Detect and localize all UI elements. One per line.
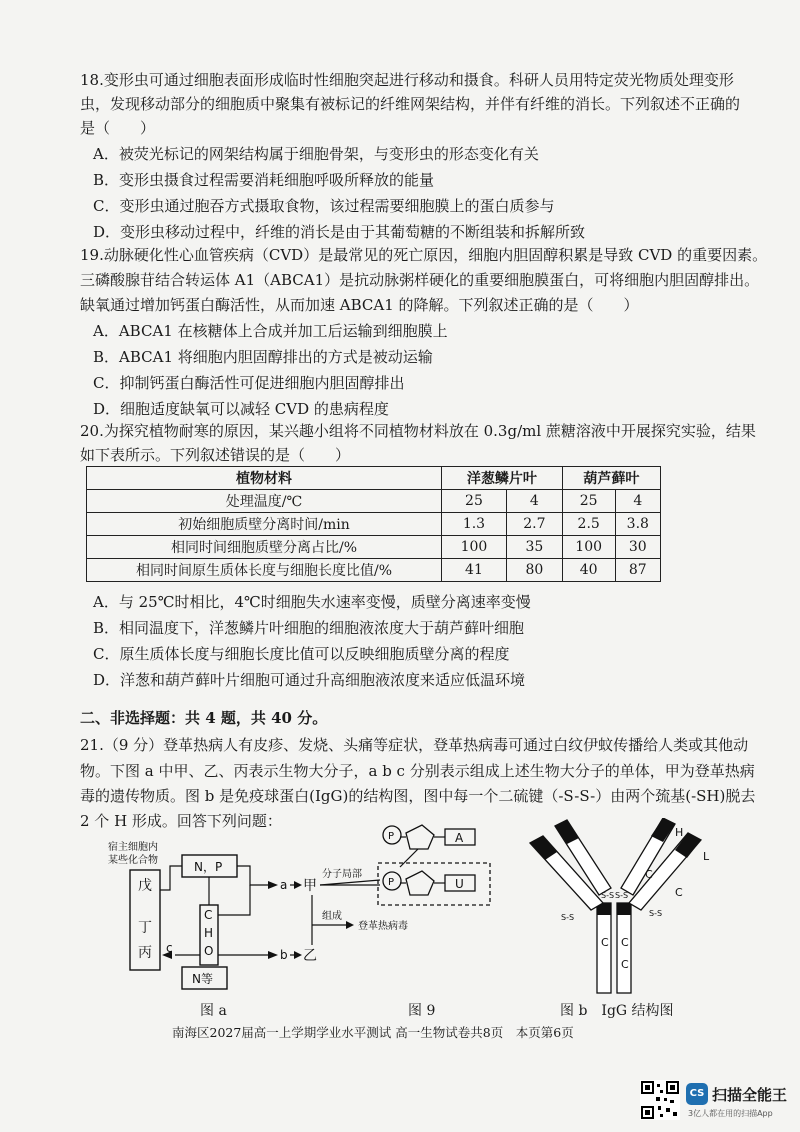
table-cell: 相同时间原生质体长度与细胞长度比值/%: [87, 559, 442, 582]
l-chain-label: L: [703, 850, 710, 863]
table-cell: 30: [615, 536, 660, 559]
q21-line-3: 毒的遗传物质。图 b 是免疫球蛋白(IgG)的结构图，图中每一个二硫键（-S-S-）由两个巯基(-SH)脱去: [80, 787, 756, 805]
table-header-cell: 葫芦藓叶: [562, 467, 660, 490]
table-cell: 2.5: [562, 513, 615, 536]
base-u-label: U: [455, 877, 464, 891]
table-cell: 处理温度/℃: [87, 490, 442, 513]
disulfide-bond-2: S-S: [615, 891, 629, 900]
table-cell: 相同时间细胞质壁分离占比/%: [87, 536, 442, 559]
qr-code-icon: [640, 1080, 680, 1120]
table-cell: 40: [562, 559, 615, 582]
brand-tagline: 3亿人都在用的扫描App: [688, 1109, 773, 1118]
h-chain-label: H: [675, 826, 684, 839]
table-cell: 87: [615, 559, 660, 582]
bing-label: 丙: [138, 945, 152, 961]
table-row: [87, 559, 661, 582]
q18-option-a: A．被荧光标记的网架结构属于细胞骨架，与变形虫的形态变化有关: [93, 145, 539, 163]
q19-line-1: 19.动脉硬化性心血管疾病（CVD）是最常见的死亡原因，细胞内胆固醇积累是导致 CVD 的重要因素。: [80, 246, 768, 264]
table-cell: 初始细胞质壁分离时间/min: [87, 513, 442, 536]
figure-a-diagram: [100, 815, 500, 1000]
table-cell: 100: [442, 536, 507, 559]
q21-line-4: 2 个 H 形成。回答下列问题：: [80, 812, 282, 830]
q18-line-1: 18.变形虫可通过细胞表面形成临时性细胞突起进行移动和摄食。科研人员用特定荧光物质处理变形: [80, 71, 734, 89]
h-letter: H: [204, 926, 214, 940]
table-header-cell: 洋葱鳞片叶: [442, 467, 563, 490]
q19-option-c: C．抑制钙蛋白酶活性可促进细胞内胆固醇排出: [93, 374, 405, 392]
q21-line-1: 21.（9 分）登革热病人有皮疹、发烧、头痛等症状，登革热病毒可通过白纹伊蚊传播给人类或其他动: [80, 736, 749, 754]
host-label-2: 某些化合物: [108, 855, 158, 866]
ding-label: 丁: [138, 920, 152, 936]
compose-label: 组成: [322, 911, 342, 922]
brand-name: 扫描全能王: [712, 1086, 788, 1104]
c-monomer-label: c: [166, 941, 173, 955]
base-a-label: A: [455, 831, 464, 845]
table-cell: 3.8: [615, 513, 660, 536]
q19-option-d: D．细胞适度缺氧可以减轻 CVD 的患病程度: [93, 400, 389, 418]
c-region-label-1: C: [601, 936, 609, 949]
figure-b-caption: 图 b IgG 结构图: [560, 1003, 674, 1019]
p-label-1: P: [388, 831, 395, 842]
q20-option-a: A．与 25℃时相比，4℃时细胞失水速率变慢，质壁分离速率变慢: [93, 593, 531, 611]
figure-a-caption: 图 a: [200, 1003, 227, 1019]
c-region-label-4: C: [645, 868, 653, 881]
a-monomer-label: a: [280, 878, 288, 892]
b-monomer-label: b: [280, 948, 288, 962]
disulfide-bond-1: S-S: [601, 891, 615, 900]
q18-option-b: B．变形虫摄食过程需要消耗细胞呼吸所释放的能量: [93, 171, 435, 189]
q18-line-3: 是（ ）: [80, 119, 156, 137]
table-row: [87, 467, 661, 490]
np-label: N，P: [194, 860, 223, 874]
table-cell: 100: [562, 536, 615, 559]
table-cell: 25: [562, 490, 615, 513]
q19-line-2: 三磷酸腺苷结合转运体 A1（ABCA1）是抗动脉粥样硬化的重要细胞膜蛋白，可将细胞内胆固醇排出。: [80, 271, 760, 289]
q19-option-a: A．ABCA1 在核糖体上合成并加工后运输到细胞膜上: [93, 322, 448, 340]
o-letter: O: [204, 944, 214, 958]
q20-option-c: C．原生质体长度与细胞长度比值可以反映细胞质壁分离的程度: [93, 645, 510, 663]
table-cell: 1.3: [442, 513, 507, 536]
c-letter: C: [204, 908, 213, 922]
c-region-label-3: C: [621, 958, 629, 971]
table-row: [87, 536, 661, 559]
q21-line-2: 物。下图 a 中甲、乙、丙表示生物大分子，a b c 分别表示组成上述生物大分子的单体，甲为登革热病: [80, 762, 755, 780]
c-region-label-5: C: [675, 886, 683, 899]
table-cell: 2.7: [506, 513, 562, 536]
q18-option-d: D．变形虫移动过程中，纤维的消长是由于其葡萄糖的不断组装和拆解所致: [93, 223, 586, 241]
c-region-label-2: C: [621, 936, 629, 949]
cs-logo-icon: CS: [686, 1083, 708, 1105]
partial-label: 分子局部: [322, 869, 362, 880]
table-cell: 35: [506, 536, 562, 559]
n-etc-label: N等: [192, 972, 213, 986]
page-footer: 南海区2027届高一上学期学业水平测试 高一生物试卷共8页 本页第6页: [172, 1025, 574, 1040]
host-label-1: 宿主细胞内: [108, 842, 158, 853]
figure-b-igg-diagram: [525, 818, 715, 998]
q18-line-2: 虫，发现移动部分的细胞质中聚集有被标记的纤维网架结构，并伴有纤维的消长。下列叙述不正确的: [80, 95, 741, 113]
figure-9-caption: 图 9: [408, 1003, 436, 1019]
q20-data-table: [86, 466, 661, 582]
disulfide-bond-4: S-S: [649, 909, 663, 918]
q18-option-c: C．变形虫通过胞吞方式摄取食物，该过程需要细胞膜上的蛋白质参与: [93, 197, 555, 215]
table-cell: 4: [615, 490, 660, 513]
q20-option-b: B．相同温度下，洋葱鳞片叶细胞的细胞液浓度大于葫芦藓叶细胞: [93, 619, 525, 637]
wu-label: 戊: [138, 878, 152, 894]
yi-label: 乙: [303, 948, 317, 964]
q20-line-2: 如下表所示。下列叙述错误的是（ ）: [80, 446, 351, 464]
q19-option-b: B．ABCA1 将细胞内胆固醇排出的方式是被动运输: [93, 348, 433, 366]
virus-label: 登革热病毒: [358, 921, 408, 932]
q20-line-1: 20.为探究植物耐寒的原因，某兴趣小组将不同植物材料放在 0.3g/ml 蔗糖溶液中开展探究实验，结果: [80, 422, 756, 440]
table-header-cell: 植物材料: [87, 467, 442, 490]
p-label-2: P: [388, 877, 395, 888]
q20-option-d: D．洋葱和葫芦藓叶片细胞可通过升高细胞液浓度来适应低温环境: [93, 671, 526, 689]
table-cell: 4: [506, 490, 562, 513]
table-row: [87, 513, 661, 536]
section-heading: 二、非选择题：共 4 题，共 40 分。: [80, 709, 328, 727]
disulfide-bond-3: S-S: [561, 913, 575, 922]
q19-line-3: 缺氧通过增加钙蛋白酶活性，从而加速 ABCA1 的降解。下列叙述正确的是（ ）: [80, 296, 639, 314]
table-row: [87, 490, 661, 513]
table-cell: 25: [442, 490, 507, 513]
table-cell: 41: [442, 559, 507, 582]
jia-label: 甲: [303, 878, 317, 894]
table-cell: 80: [506, 559, 562, 582]
